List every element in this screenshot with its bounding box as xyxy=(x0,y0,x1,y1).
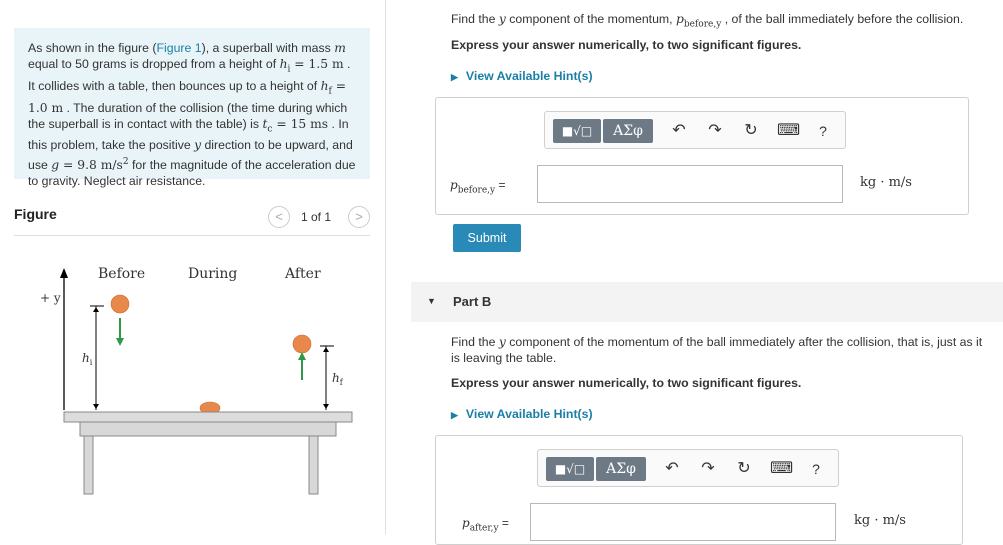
expand-triangle-icon: ▶ xyxy=(451,410,458,420)
greek-symbols-button[interactable]: ΑΣφ xyxy=(596,457,646,481)
velocity-arrowhead-down xyxy=(116,338,124,346)
during-label: During xyxy=(188,266,238,282)
problem-text: . The duration of the collision (the time during which the superball is in contact with the table) is xyxy=(28,100,348,131)
problem-text: . It collides with a table, then bounces up to a height of xyxy=(28,57,351,93)
problem-statement xyxy=(14,28,370,188)
before-label: Before xyxy=(98,266,146,282)
part-a-instruction: Express your answer numerically, to two significant figures. xyxy=(451,38,802,52)
table-top xyxy=(64,412,352,422)
figure-title: Figure xyxy=(14,206,57,222)
ball-after xyxy=(293,335,311,353)
expand-triangle-icon: ▶ xyxy=(451,72,458,82)
velocity-arrowhead-up xyxy=(298,352,306,360)
part-b-answer-input[interactable] xyxy=(530,503,836,541)
keyboard-icon[interactable]: ⌨ xyxy=(770,460,794,477)
part-a-answer-input[interactable] xyxy=(537,165,843,203)
initial-height-expr: $h_i = 1.5$ m xyxy=(279,57,344,75)
initial-height-arrow-down xyxy=(93,404,99,409)
table-leg-left xyxy=(84,436,93,494)
part-b-hint-link[interactable] xyxy=(451,407,593,421)
templates-button[interactable]: ■√□ xyxy=(546,457,594,481)
greek-symbols-button[interactable]: ΑΣφ xyxy=(603,119,653,143)
hint-label: View Available Hint(s) xyxy=(465,407,593,421)
templates-button[interactable]: ■√□ xyxy=(553,119,601,143)
reset-icon[interactable]: ↻ xyxy=(744,122,758,139)
part-b-unit: kg · m/s xyxy=(854,513,906,528)
collapse-triangle-icon: ▼ xyxy=(427,296,436,306)
help-icon[interactable]: ? xyxy=(812,461,820,477)
mass-symbol: m xyxy=(334,41,346,55)
help-icon[interactable]: ? xyxy=(819,123,827,139)
part-a-math-toolbar xyxy=(544,111,846,149)
final-height-arrow-down xyxy=(323,404,329,409)
table-apron xyxy=(80,422,336,436)
undo-icon[interactable]: ↶ xyxy=(672,122,686,139)
after-label: After xyxy=(285,266,321,282)
undo-icon[interactable]: ↶ xyxy=(665,460,679,477)
problem-text: ), a superball with mass xyxy=(201,41,335,55)
figure-illustration xyxy=(14,250,374,534)
initial-height-label: $h_i$ xyxy=(82,351,93,367)
initial-height-arrow-up xyxy=(93,307,99,312)
part-b-math-toolbar xyxy=(537,449,839,487)
reset-icon[interactable]: ↻ xyxy=(737,460,751,477)
problem-text: direction to be upward, and use xyxy=(28,138,353,172)
part-b-instruction: Express your answer numerically, to two significant figures. xyxy=(451,376,802,390)
submit-button[interactable]: Submit xyxy=(453,224,521,252)
collision-time-expr: $t_c = 15$ ms xyxy=(262,116,329,135)
part-a-hint-link[interactable] xyxy=(451,69,593,83)
final-height-arrow-up xyxy=(323,347,329,352)
plus-y-label: + y xyxy=(40,291,61,305)
problem-pane xyxy=(0,0,386,534)
problem-text: . In this problem, take the positive xyxy=(28,116,349,153)
part-b-header[interactable] xyxy=(411,282,1003,322)
ball-before xyxy=(111,295,129,313)
redo-icon[interactable]: ↷ xyxy=(708,122,722,139)
part-b-answer-box xyxy=(435,435,963,545)
problem-text: As shown in the figure ( xyxy=(28,41,157,55)
figure-link[interactable]: Figure 1 xyxy=(156,41,202,55)
figure-header xyxy=(14,200,370,236)
part-b-question: Find the y component of the momentum of the ball immediately after the collision, that is, just as it is leaving the table. xyxy=(451,335,983,365)
previous-figure-button[interactable]: < xyxy=(268,206,290,228)
redo-icon[interactable]: ↷ xyxy=(701,460,715,477)
gravity-expr: g = 9.8 $m/s^2$ xyxy=(51,156,129,172)
y-symbol: y xyxy=(194,138,202,153)
part-b-field-label: $p_{after,y}$ = xyxy=(462,516,509,534)
problem-text: for the magnitude of the acceleration due to gravity. Neglect air resistance. xyxy=(28,157,356,188)
figure-counter: 1 of 1 xyxy=(301,210,332,224)
part-a-field-label: $p_{before,y}$ = xyxy=(450,178,506,196)
part-a-question: Find the y component of the momentum, $p_{before,y}$ , of the ball immediately before the collision. xyxy=(451,12,964,30)
answer-pane xyxy=(387,0,1003,534)
part-b-title: Part B xyxy=(453,294,492,309)
keyboard-icon[interactable]: ⌨ xyxy=(777,122,801,139)
table-leg-right xyxy=(309,436,318,494)
y-axis-arrowhead xyxy=(60,268,68,278)
hint-label: View Available Hint(s) xyxy=(465,69,593,83)
part-a-answer-box xyxy=(435,97,969,215)
next-figure-button[interactable]: > xyxy=(348,206,370,228)
final-height-expr: $h_f = 1.0$ m xyxy=(28,78,347,115)
final-height-label: $h_f$ xyxy=(332,371,343,387)
part-a-unit: kg · m/s xyxy=(860,175,912,190)
problem-text: equal to 50 grams is dropped from a height of xyxy=(28,57,280,72)
